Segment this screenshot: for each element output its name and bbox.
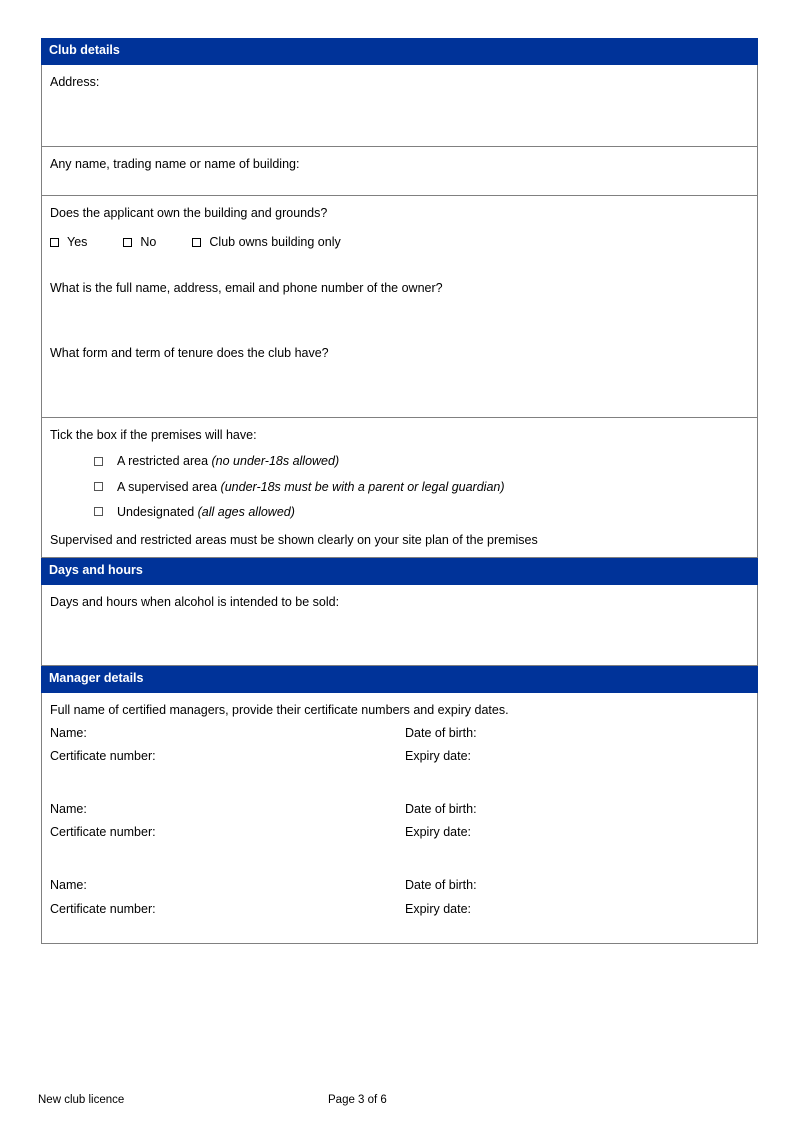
ownership-option-yes[interactable] <box>50 233 87 251</box>
tenure-question: What form and term of tenure does the club have? <box>50 345 329 360</box>
ownership-option-no[interactable] <box>123 233 156 251</box>
manager-entry-1-name-row <box>50 722 749 745</box>
manager-entry-1-name-label: Name: <box>50 725 87 740</box>
checkbox-icon[interactable] <box>94 507 103 516</box>
designation-option-supervised[interactable] <box>94 478 749 496</box>
ownership-options <box>50 233 749 251</box>
ownership-block <box>41 196 758 417</box>
days-hours-block <box>41 585 758 667</box>
designation-note: Supervised and restricted areas must be shown clearly on your site plan of the premises <box>50 532 538 547</box>
manager-entry-2-answer-space[interactable] <box>50 844 749 872</box>
ownership-option-yes-label: Yes <box>67 235 88 249</box>
section-header-club-details: Club details <box>41 38 758 65</box>
designation-block <box>41 418 758 558</box>
ownership-gap <box>50 251 749 279</box>
designation-intro: Tick the box if the premises will have: <box>50 427 257 442</box>
designation-option-undesignated-label: Undesignated (all ages allowed) <box>117 504 295 519</box>
building-name-label: Any name, trading name or name of building: <box>50 156 300 171</box>
checkbox-icon[interactable] <box>94 482 103 491</box>
manager-entry-3-cert-label: Certificate number: <box>50 901 156 916</box>
address-answer-space[interactable] <box>50 92 749 138</box>
manager-entry-1-answer-space[interactable] <box>50 768 749 796</box>
building-name-answer-space[interactable] <box>50 173 749 187</box>
manager-entry-2 <box>50 798 749 844</box>
checkbox-icon[interactable] <box>123 238 132 247</box>
manager-entry-3 <box>50 874 749 920</box>
designation-option-supervised-label: A supervised area (under-18s must be with a parent or legal guardian) <box>117 479 505 494</box>
checkbox-icon[interactable] <box>94 457 103 466</box>
manager-entry-2-expiry-label: Expiry date: <box>405 825 472 840</box>
manager-entry-3-name-row <box>50 874 749 897</box>
checkbox-icon[interactable] <box>50 238 59 247</box>
designation-options <box>50 452 749 520</box>
manager-entry-3-cert-row <box>50 898 749 921</box>
section-header-days-and-hours: Days and hours <box>41 558 758 585</box>
ownership-option-building-only-label: Club owns building only <box>209 235 341 249</box>
ownership-option-building-only[interactable] <box>192 233 340 251</box>
manager-entry-3-name-label: Name: <box>50 878 87 893</box>
designation-option-restricted-label: A restricted area (no under-18s allowed) <box>117 454 340 469</box>
manager-entry-1-expiry-label: Expiry date: <box>405 749 472 763</box>
manager-details-block <box>41 693 758 944</box>
manager-entry-1-dob-label: Date of birth: <box>405 725 477 740</box>
manager-intro: Full name of certified managers, provide their certificate numbers and expiry dates. <box>50 703 509 718</box>
manager-entry-3-dob-label: Date of birth: <box>405 878 477 893</box>
manager-entry-1-cert-row <box>50 745 749 768</box>
manager-entry-3-expiry-label: Expiry date: <box>405 901 472 916</box>
address-label: Address: <box>50 74 100 89</box>
ownership-option-no-label: No <box>140 235 157 249</box>
manager-entry-2-cert-row <box>50 821 749 844</box>
address-block <box>41 65 758 147</box>
owner-details-question: What is the full name, address, email and phone number of the owner? <box>50 281 443 296</box>
ownership-question: Does the applicant own the building and grounds? <box>50 206 328 221</box>
manager-entry-1-cert-label: Certificate number: <box>50 749 156 763</box>
form-area <box>41 38 758 944</box>
days-hours-answer-space[interactable] <box>50 611 749 657</box>
footer-page-number: Page 3 of 6 <box>328 1094 387 1106</box>
designation-option-undesignated[interactable] <box>94 503 749 521</box>
manager-entry-3-answer-space[interactable] <box>50 921 749 935</box>
page-footer <box>38 1094 762 1106</box>
manager-entry-2-name-row <box>50 798 749 821</box>
designation-option-restricted[interactable] <box>94 452 749 470</box>
manager-entry-2-name-label: Name: <box>50 802 87 817</box>
manager-entry-2-dob-label: Date of birth: <box>405 802 477 817</box>
checkbox-icon[interactable] <box>192 238 201 247</box>
section-header-manager-details: Manager details <box>41 666 758 693</box>
building-name-block <box>41 147 758 197</box>
days-hours-prompt: Days and hours when alcohol is intended to be sold: <box>50 594 340 609</box>
tenure-answer-space[interactable] <box>50 363 749 409</box>
footer-document-title: New club licence <box>38 1094 125 1106</box>
owner-details-answer-space[interactable] <box>50 298 749 344</box>
manager-entry-1 <box>50 722 749 768</box>
manager-entry-2-cert-label: Certificate number: <box>50 825 156 840</box>
